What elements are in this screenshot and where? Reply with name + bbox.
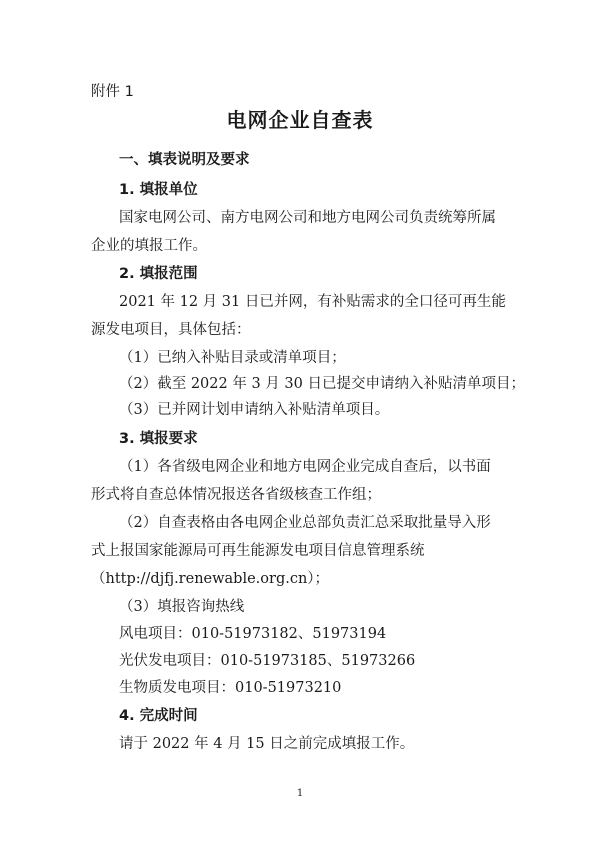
item2-line: 源发电项目，具体包括： [91,322,251,338]
item2-line: （1）已纳入补贴目录或清单项目； [119,350,346,366]
item3-line: （2）自查表格由各电网企业总部负责汇总采取批量导入形 [119,515,491,531]
item3-line: 形式将自查总体情况报送各省级核查工作组； [91,487,381,503]
item2-line: （3）已并网计划申请纳入补贴清单项目。 [119,402,390,418]
document-title: 电网企业自查表 [226,108,374,132]
item3-line: （3）填报咨询热线 [119,599,245,615]
page-number: 1 [296,788,304,799]
hotline-biomass: 生物质发电项目：010-51973210 [119,680,342,696]
item3-url-line: （http://djfj.renewable.org.cn）； [91,571,330,587]
item1-heading: 1. 填报单位 [119,182,198,198]
item1-line: 国家电网公司、南方电网公司和地方电网公司负责统筹所属 [119,210,496,226]
item1-line: 企业的填报工作。 [91,238,207,254]
item4-heading: 4. 完成时间 [119,708,198,724]
item4-line: 请于 2022 年 4 月 15 日之前完成填报工作。 [119,736,415,752]
item2-line: 2021 年 12 月 31 日已并网，有补贴需求的全口径可再生能 [119,294,506,310]
item2-heading: 2. 填报范围 [119,266,198,282]
item3-heading: 3. 填报要求 [119,431,198,447]
section-heading: 一、填表说明及要求 [119,152,250,168]
hotline-solar: 光伏发电项目：010-51973185、51973266 [119,653,416,669]
item3-line: （1）各省级电网企业和地方电网企业完成自查后，以书面 [119,459,491,475]
item2-line: （2）截至 2022 年 3 月 30 日已提交申请纳入补贴清单项目； [119,376,525,392]
item3-line: 式上报国家能源局可再生能源发电项目信息管理系统 [91,543,425,559]
hotline-wind: 风电项目：010-51973182、51973194 [119,626,387,642]
attachment-label: 附件 1 [91,84,134,100]
